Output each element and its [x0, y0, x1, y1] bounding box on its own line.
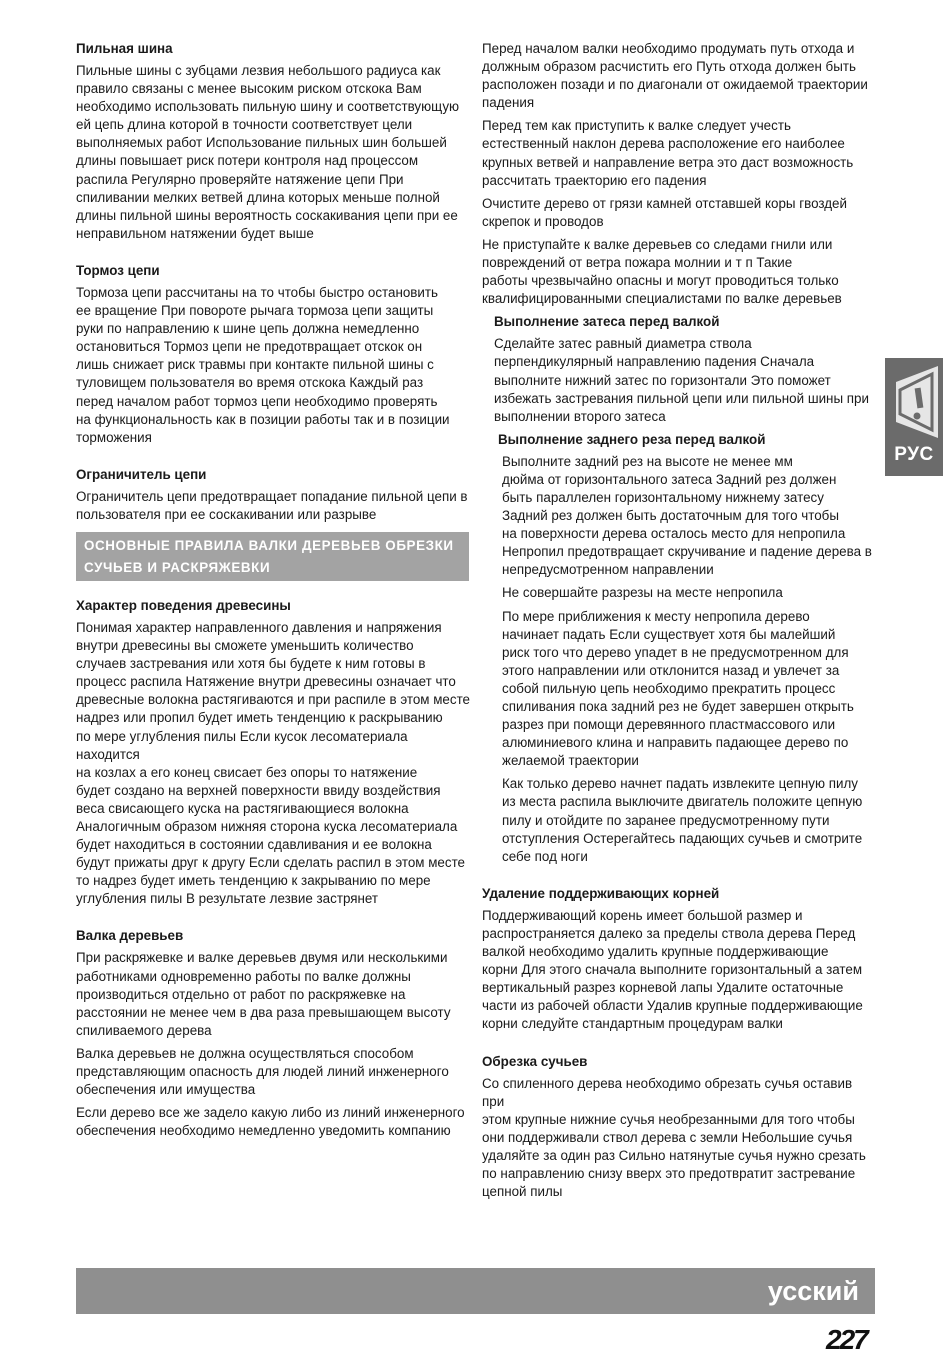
heading-guide-bar: Пильная шина [76, 41, 173, 56]
paragraph: Не приступайте к валке деревьев со следами гнили или повреждений от ветра пожара молнии и т п Такие работы чрезвычайно опасны и могут проводиться только квалифицированными специалистами по валке деревьев [482, 236, 842, 307]
paragraph: Тормоза цепи рассчитаны на то чтобы быстро остановить ее вращение При повороте рычага тормоза цепи защиты руки по направлению к шине цепь должна немедленно остановиться Тормоз цепи не предотвращает отскок он лишь снижает риск травмы при контакте пильной шины с туловищем пользователя во время отскока Каждый раз перед началом работ тормоз цепи необходимо проверять на функциональность как в позиции работы так и в позиции торможения [76, 284, 450, 445]
paragraph: Ограничитель цепи предотвращает попадание пильной цепи в пользователя при ее соскакивании или разрыве [76, 488, 468, 522]
heading-buttress-roots: Удаление поддерживающих корней [482, 885, 720, 901]
heading-chain-brake: Тормоз цепи [76, 262, 160, 278]
language-label: РУС [894, 444, 934, 465]
heading-back-cut: Выполнение заднего реза перед валкой [498, 431, 766, 447]
footer-language-title: усский [767, 1276, 859, 1306]
paragraph: Выполните задний рез на высоте не менее мм дюйма от горизонтального затеса Задний рез должен быть параллелен горизонтальному нижнему затесу Задний рез должен быть достаточным для того чтобы на поверхности дерева осталось место для непропила Непропил предотвращает скручивание и падение дерева в непредусмотренном направлении [502, 453, 872, 578]
language-tab [885, 358, 943, 476]
right-column [482, 40, 877, 1206]
paragraph: Со спиленного дерева необходимо обрезать сучья оставив при этом крупные нижние сучья необрезанными для того чтобы они поддерживали ствол дерева с земли Небольшие сучья удаляйте за один раз Сильно натянутые сучья нужно срезать по направлению снизу вверх это предотвратит застревание цепной пилы [482, 1075, 866, 1200]
paragraph: Как только дерево начнет падать извлеките цепную пилу из места распила выключите двигатель положите цепную пилу и отойдите по заранее предусмотренному пути отступления Остерегайтесь падающих сучьев и смотрите себе под ноги [502, 776, 863, 864]
left-column [76, 40, 472, 1145]
paragraph: Если дерево все же задело какую либо из линий инженерного обеспечения необходимо немедленно уведомить компанию [76, 1105, 465, 1139]
paragraph: Понимая характер направленного давления и напряжения внутри древесины вы сможете уменьшить количество случаев застревания или хотя бы будете к ним готовы в процесс распила Натяжение внутри древесины означает что древесные волокна растягиваются и при распиле в этом месте надрез или пропил будет иметь тенденцию к раскрыванию по мере углубления пилы Если кусок лесоматериала находится на козлах а его конец свисает без опоры то натяжение будет создано на верхней поверхности ввиду воздействия веса свисающего куска на растягивающиеся волокна Аналогичным образом нижняя сторона куска лесоматериала будет находиться в состоянии сдавливания и ее волокна будут прижаты друг к другу Если сделать распил в этом месте то надрез будет иметь тенденцию к закрыванию по мере углубления пилы В результате лезвие застрянет [76, 619, 471, 907]
heading-wood-behavior: Характер поведения древесины [76, 597, 291, 613]
page-number: 227 [826, 1324, 867, 1355]
paragraph: Перед тем как приступить к валке следует учесть естественный наклон дерева расположение его наиболее крупных ветвей и направление ветра это даст возможность рассчитать траекторию его падения [482, 118, 854, 188]
section-header-felling-rules: ОСНОВНЫЕ ПРАВИЛА ВАЛКИ ДЕРЕВЬЕВ ОБРЕЗКИ СУЧЬЕВ И РАСКРЯЖЕВКИ [76, 532, 469, 581]
paragraph: По мере приближения к месту непропила дерево начинает падать Если существует хотя бы малейший риск того что дерево упадет в не предусмотренном для этого направлении или отклонится назад и увлечет за собой пильную цепь необходимо прекратить процесс спиливания пока задний рез не будет завершен открыть разрез при помощи деревянного пластмассового или алюминиевого клина и направить падающее дерево по желаемой траектории [502, 608, 854, 769]
heading-chain-catcher: Ограничитель цепи [76, 466, 207, 482]
paragraph: Сделайте затес равный диаметра ствола перпендикулярный направлению падения Сначала выполните нижний затес по горизонтали Это поможет избежать застревания пильной цепи или пильной шины при выполнении второго затеса [494, 336, 869, 424]
paragraph: Не совершайте разрезы на месте непропила [502, 585, 783, 601]
heading-limbing: Обрезка сучьев [482, 1053, 588, 1069]
paragraph: Очистите дерево от грязи камней отставшей коры гвоздей скрепок и проводов [482, 195, 847, 229]
paragraph: Перед началом валки необходимо продумать путь отхода и должным образом расчистить его Путь отхода должен быть расположен позади и по диагонали от ожидаемой траектории падения [482, 41, 868, 111]
warning-icon [890, 366, 938, 438]
paragraph: Валка деревьев не должна осуществляться способом представляющим опасность для людей линий инженерного обеспечения или имущества [76, 1045, 449, 1098]
heading-tree-felling: Валка деревьев [76, 928, 184, 944]
footer-bar [76, 1268, 875, 1314]
paragraph: Пильные шины с зубцами лезвия небольшого радиуса как правило связаны с менее высоким риском отскока Вам необходимо использовать пильную шину и соответствующую ей цепь длина которой в точности соответствует цели выполняемых работ Использование пильных шин большей длины повышает риск потери контроля над процессом распила Регулярно проверяйте натяжение цепи При спиливании мелких ветвей длина которых меньше полной длины пильной шины вероятность соскакивания цепи при ее неправильном натяжении будет выше [76, 63, 460, 241]
paragraph: Поддерживающий корень имеет большой размер и распространяется далеко за пределы ствола дерева Перед валкой необходимо удалить крупные поддерживающие корни Для этого сначала выполните горизонтальный а затем вертикальный разрез корневой лапы Удалите остаточные части из рабочей области Удалив крупные поддерживающие корни следуйте стандартным процедурам валки [482, 907, 863, 1032]
heading-notch-cut: Выполнение затеса перед валкой [494, 314, 720, 330]
paragraph: При раскряжевке и валке деревьев двумя или несколькими работниками одновременно работы по валке должны производиться отдельно от работ по раскряжевке на расстоянии не менее чем в два раза превышающем высоту спиливаемого дерева [76, 950, 451, 1038]
